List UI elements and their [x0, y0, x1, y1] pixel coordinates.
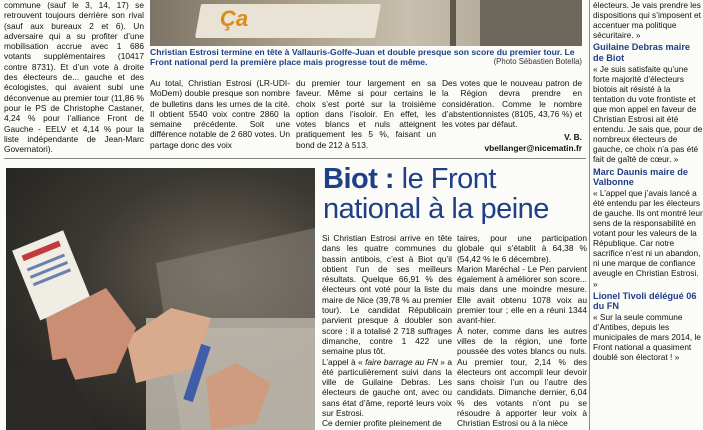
sidebar-quote-daunis: « L’appel que j’avais lancé a été entendu par les électeurs de gauche. Ils ont montré leur sens de la responsabilité en votant pour les valeurs de la République. Car notre sacrifice n’est ni un abandon, ni une marque de confiance aveugle en Christian Estrosi. »: [593, 187, 703, 289]
photo-background: [480, 0, 582, 46]
sidebar-quote-debras: « Je suis satisfaite qu’une forte majorité d’électeurs biotois ait résisté à la tentation du vote frontiste et que mon appel en faveur de Christian Estrosi ait été entendu. Je sais que, pour de nombreux électeurs de gauche, ce choix n’a pas été fait de gaîté de cœur. »: [593, 63, 703, 165]
article-col1-p2-end: » a été particulièrement suivi dans la ville de Guilaine Debras. Les électeurs de gauche ont, avec ou sans état d’âme, reporté leurs voix sur Estrosi.: [322, 356, 453, 419]
article-col1-p2: [322, 357, 452, 419]
mid-col2-text: du premier tour largement en sa faveur. Même si pour certains le choix s’est porté sur la troisième option dans l’isoloir. En effet, les votes blancs et nuls atteignent pratiquement les 5 %, faisant un bond de 212 à 513.: [296, 78, 436, 150]
voting-illustration: [6, 168, 315, 430]
left-top-text: commune (sauf le 3, 14, 17) se retrouvent toujours derrière son rival (sauf aux bureaux 2 et 6). Un adversaire qui a su profiter d’une mobilisation accrue avec 1 686 votants supplémentaires (10417 contre 8731). Et d’un vote à droite des électeurs de... gauche et des écologistes, qui avaient subi une déconvenue au premier tour (11,86 % pour le PS de Christophe Castaner, 4,24 % pour l’alliance Front de Gauche - EELV et 4,14 % pour la liste indépendante de Jean-Marc Governatori).: [4, 0, 144, 155]
headline-rest: le Front national à la peine: [323, 163, 549, 225]
article-col1-p3: Ce dernier profite pleinement de: [322, 418, 442, 429]
mid-col3-text: Des votes que le nouveau patron de la Région devra prendre en considération. Comme le nombre d’abstentionnistes (8105, 43,76 %) et les votes par défaut.: [442, 78, 582, 130]
article-col2-p2: Marion Maréchal - Le Pen parvient également à améliorer son score... mais dans une moindre mesure. Elle avait obtenu 1078 voix au premier tour ; elle en a réuni 1344 avant-hier.: [457, 263, 587, 326]
byline-initials: V. B.: [564, 132, 582, 143]
headline-city: Biot :: [323, 163, 395, 195]
caption-text: Christian Estrosi termine en tête à Vallauris-Golfe-Juan et double presque son score du premier tour. Le Front national perd la première place mais progresse tout de même.: [150, 47, 575, 68]
sidebar-divider: [589, 0, 590, 430]
section-divider: [4, 158, 586, 159]
top-photo: [150, 0, 582, 46]
voting-photo: [6, 168, 315, 430]
article-column-1: [322, 233, 452, 429]
sidebar-head-daunis: Marc Daunis maire de Valbonne: [593, 166, 688, 188]
mid-column-3: [442, 78, 582, 153]
article-column-2: [457, 233, 587, 429]
sidebar-quote-tivoli: « Sur la seule commune d’Antibes, depuis les municipales de mars 2014, le Front national a quasiment doublé son électorat ! »: [593, 311, 701, 363]
article-col2-p3: À noter, comme dans les autres villes de la région, une forte poussée des votes blancs ou nuls. Au premier tour, 2,14 % des électeurs ont accompli leur devoir sans choisir l’un ou l’autre des candidats. Dimanche dernier, 6,04 % des votants n’ont pu se résoudre à apporter leur voix à Christian Estrosi ou à la nièce: [457, 325, 587, 429]
photo-pole: [450, 0, 456, 46]
mid-column-1: [150, 78, 290, 150]
mid-col1-text: Au total, Christian Estrosi (LR-UDI-MoDem) double presque son nombre de bulletins dans les urnes de la cité. Il obtient 5540 voix contre 2860 la semaine précédente. Soit une différence notable de 2 680 votes. Un partage donc des voix: [150, 78, 290, 150]
byline-email: vbellanger@nicematin.fr: [484, 142, 582, 153]
article-headline: [323, 164, 593, 224]
article-col1-p1: Si Christian Estrosi arrive en tête dans les quatre communes du bassin antibois, c’est à Biot qu’il obtient l’un de ses meilleurs résultats. Quelque 66,91 % des électeurs ont voté pour la liste du maire de Nice (39,78 % au premier tour). Le candidat Républicain parvient presque à doubler son score : il a totalisé 2 718 suffrages dimanche, contre 1 422 une semaine plus tôt.: [322, 233, 452, 357]
mid-column-2: [296, 78, 436, 150]
sidebar-head-debras: Guilaine Debras maire de Biot: [593, 42, 691, 63]
article-col2-p1: taires, pour une participation globale qui s’établit à 64,38 % (54,42 % le 6 décembre).: [457, 233, 587, 264]
article-col1-p2-start: L’appel à «: [322, 356, 363, 367]
sidebar-top-quote: électeurs. Je vais prendre les dispositions qui s’imposent et accentuer ma politique sécuritaire. »: [593, 0, 701, 41]
sidebar-head-tivoli: Lionel Tivoli délégué 06 du FN: [593, 290, 697, 312]
left-top-column: [4, 0, 144, 154]
photo-sign-text: Ça: [220, 6, 249, 31]
sidebar-reactions: [593, 0, 703, 430]
photo-caption: [150, 47, 582, 68]
article-col1-p2-emphasis: faire barrage au FN: [365, 356, 438, 367]
photo-credit: (Photo Sébastien Botella): [493, 57, 582, 67]
